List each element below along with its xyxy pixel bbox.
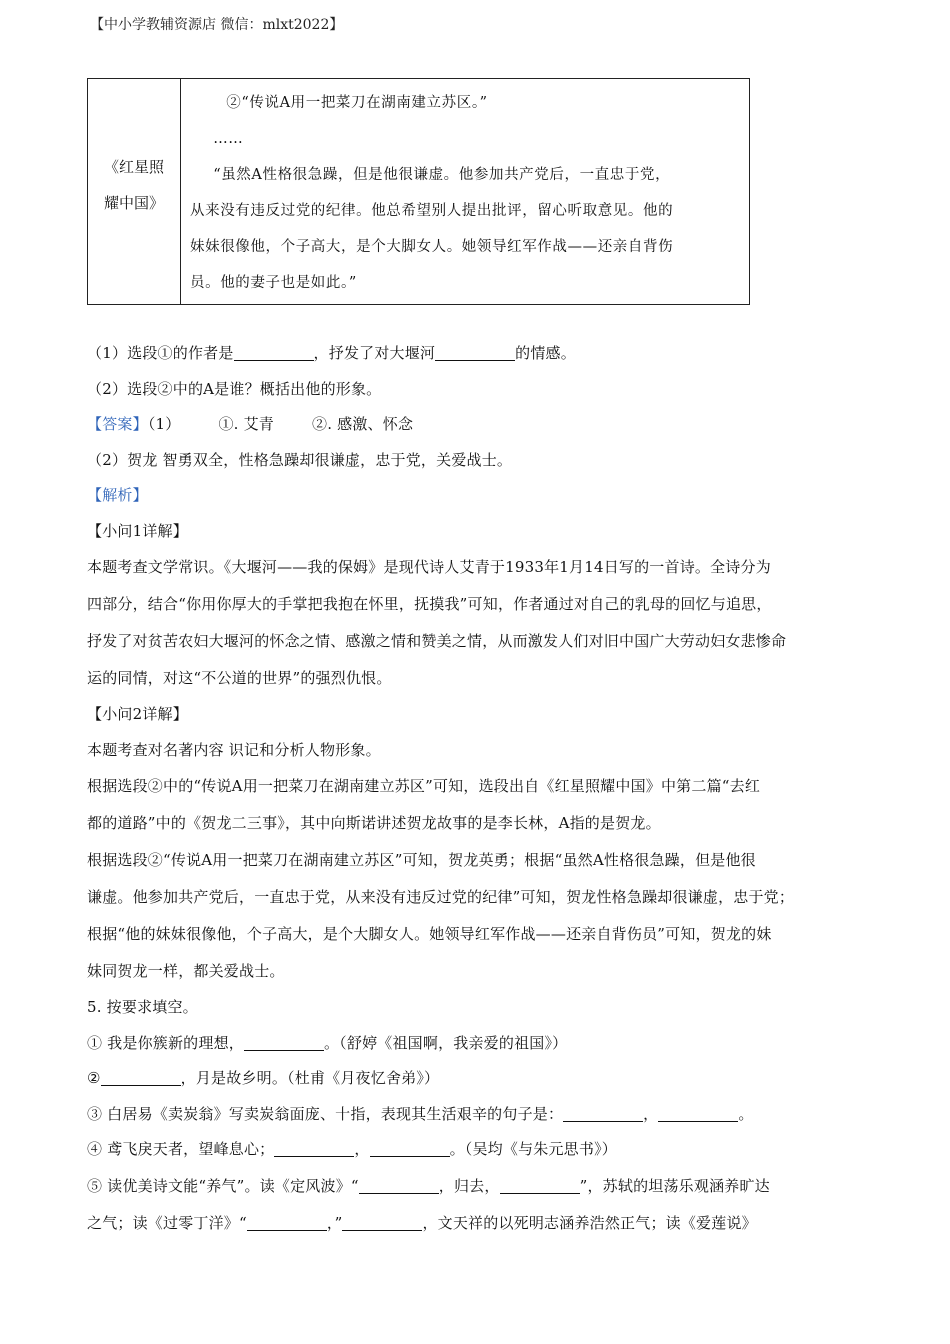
page-header: 【中小学教辅资源店 微信：mlxt2022】: [90, 17, 344, 33]
q5-i1-text-a: ① 我是你簇新的理想，: [87, 1033, 244, 1052]
answer-part1-a: ①. 艾青: [218, 415, 275, 433]
q5-i3-text-c: 。: [738, 1104, 754, 1123]
q5-i1-text-b: 。（舒婷《祖国啊，我亲爱的祖国》）: [323, 1033, 568, 1052]
q5-i5-text-a: ⑤ 读优美诗文能“养气”。读《定风波》“: [87, 1176, 359, 1195]
analysis-line: 运的同情，对这“不公道的世界”的强烈仇恨。: [87, 669, 392, 687]
q5-i4-text-a: ④ 鸢飞戾天者，望峰息心；: [87, 1140, 275, 1158]
answer-blank: [342, 1213, 422, 1231]
question-2: （2）选段②中的A是谁？概括出他的形象。: [87, 379, 382, 398]
q5-i2-text-b: ，月是故乡明。（杜甫《月夜忆舍弟》）: [180, 1069, 440, 1087]
answer-part1-b: ②. 感激、怀念: [312, 415, 414, 433]
analysis-label: 【解析】: [87, 486, 148, 504]
q1-text-c: 的情感。: [515, 344, 576, 362]
q1-text-a: （1）选段①的作者是: [87, 344, 234, 362]
answer-blank: [435, 344, 515, 362]
answer-part1-num: （1）: [147, 415, 181, 433]
q5-i4-text-b: ，: [354, 1140, 370, 1158]
answer-blank: [234, 344, 314, 362]
table-source-cell: [88, 149, 180, 221]
answer-blank: [658, 1104, 738, 1122]
q5-i5-text-b: ，归去，: [438, 1176, 500, 1195]
analysis-line: 根据选段②“传说A用一把菜刀在湖南建立苏区”可知，贺龙英勇；根据“虽然A性格很急躁，但是他很: [87, 851, 756, 869]
answer-blank: [500, 1176, 580, 1194]
answer-blank: [244, 1033, 324, 1051]
excerpt-line: ……: [213, 131, 244, 147]
q5-item-4: [87, 1132, 867, 1168]
q5-item-5: [87, 1168, 867, 1205]
analysis-line: 四部分，结合“你用你厚大的手掌把我抱在怀里，抚摸我”可知，作者通过对自己的乳母的回忆与追思，: [87, 595, 772, 613]
document-body: [87, 336, 867, 1242]
answer-blank: [359, 1176, 439, 1194]
analysis-line: 妹同贺龙一样，都关爱战士。: [87, 962, 285, 980]
source-line: 耀中国》: [103, 194, 164, 212]
analysis-line: 都的道路”中的《贺龙二三事》，其中向斯诺讲述贺龙故事的是李长林，A指的是贺龙。: [87, 814, 661, 832]
q5-item-2: [87, 1061, 867, 1097]
q5-i2-text-a: ②: [87, 1069, 101, 1087]
answer-line-1: [87, 407, 867, 443]
subquestion-1-title: 【小问1详解】: [87, 521, 188, 540]
q5-i3-text-b: ，: [643, 1104, 659, 1123]
excerpt-line: 妹妹很像他，个子高大，是个大脚女人。她领导红军作战——还亲自背伤: [190, 239, 674, 255]
analysis-line: 根据“他的妹妹很像他，个子高大，是个大脚女人。她领导红军作战——还亲自背伤员”可知，贺龙的妹: [87, 925, 772, 943]
excerpt-table: [87, 78, 750, 305]
question-1: [87, 336, 867, 372]
q5-i4-text-c: 。（吴均《与朱元思书》）: [449, 1140, 617, 1158]
answer-label: 【答案】: [87, 415, 148, 433]
excerpt-line: ②“传说A用一把菜刀在湖南建立苏区。”: [226, 95, 488, 111]
q5-i5-text-c: ”，苏轼的坦荡乐观涵养旷达: [579, 1176, 770, 1195]
table-divider: [180, 79, 181, 304]
q5-i6-text-a: 之气；读《过零丁洋》“: [87, 1213, 247, 1232]
analysis-line: 本题考查文学常识。《大堰河——我的保姆》是现代诗人艾青于1933年1月14日写的一首诗。全诗分为: [87, 558, 771, 576]
question-5-title: 5. 按要求填空。: [87, 998, 198, 1016]
answer-line-2: （2）贺龙 智勇双全，性格急躁却很谦虚，忠于党，关爱战士。: [87, 450, 513, 469]
excerpt-line: 员。他的妻子也是如此。”: [190, 275, 357, 291]
q5-i6-text-c: ，文天祥的以死明志涵养浩然正气；读《爱莲说》: [422, 1213, 757, 1232]
q5-i3-text-a: ③ 白居易《卖炭翁》写卖炭翁面庞、十指，表现其生活艰辛的句子是：: [87, 1104, 564, 1123]
q5-item-3: [87, 1097, 867, 1133]
answer-blank: [563, 1104, 643, 1122]
q1-text-b: ，抒发了对大堰河: [313, 344, 436, 362]
answer-blank: [247, 1213, 327, 1231]
analysis-line: 本题考查对名著内容 识记和分析人物形象。: [87, 740, 381, 759]
q5-item-5-cont: [87, 1205, 867, 1242]
analysis-line: 根据选段②中的“传说A用一把菜刀在湖南建立苏区”可知，选段出自《红星照耀中国》中第二篇“去红: [87, 777, 761, 795]
q5-item-1: [87, 1026, 867, 1062]
analysis-line: 谦虚。他参加共产党后，一直忠于党，从来没有违反过党的纪律”可知，贺龙性格急躁却很谦虚，忠于党；: [87, 888, 795, 906]
answer-blank: [101, 1069, 181, 1087]
subquestion-2-title: 【小问2详解】: [87, 705, 188, 723]
source-line: 《红星照: [103, 158, 164, 176]
answer-blank: [274, 1140, 354, 1158]
analysis-line: 抒发了对贫苦农妇大堰河的怀念之情、感激之情和赞美之情，从而激发人们对旧中国广大劳动妇女悲惨命: [87, 632, 787, 650]
excerpt-line: 从来没有违反过党的纪律。他总希望别人提出批评，留心听取意见。他的: [190, 203, 674, 219]
excerpt-line: “虽然A性格很急躁，但是他很谦虚。他参加共产党后，一直忠于党，: [213, 167, 671, 183]
table-excerpt-cell: [190, 85, 735, 301]
answer-blank: [370, 1140, 450, 1158]
q5-i6-text-b: ，”: [326, 1213, 343, 1232]
